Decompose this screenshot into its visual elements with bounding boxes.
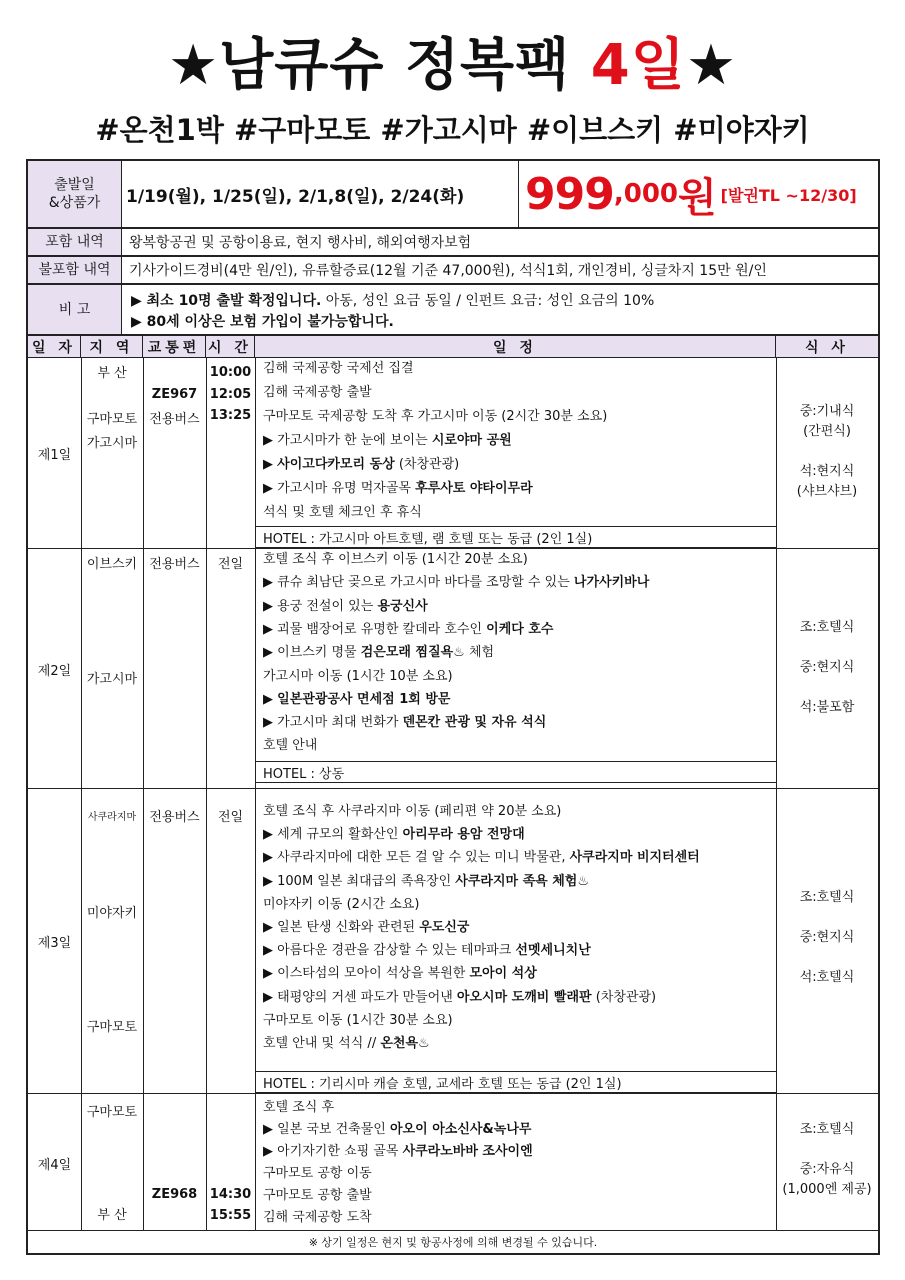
meal-line: 중:자유식 [799,1162,855,1177]
schedule-table [26,334,880,1255]
price-row [26,159,880,229]
itinerary-item: 김해 국제공항 출발 [263,385,372,400]
hotel-info: HOTEL : 가고시마 아트호텔, 램 호텔 또는 동급 (2인 1실) [255,526,777,548]
day-label: 제1일 [37,448,72,463]
flight-number: ZE968 [151,1187,198,1202]
footer-note: ※ 상기 일정은 현지 및 항공사정에 의해 변경될 수 있습니다. [28,1230,878,1253]
meal-line: 석:현지식 [799,464,855,479]
header-meal: 식 사 [776,336,878,358]
time-cell: 12:05 [209,387,252,402]
meal-line: 중:기내식 [799,404,855,419]
itinerary-item: ▶ 100M 일본 최대급의 족욕장인 사쿠라지마 족욕 체험♨ [263,873,590,889]
itinerary-item: ▶ 세계 규모의 활화산인 아리무라 용암 전망대 [263,827,525,843]
itinerary-item: 호텔 안내 [263,738,318,754]
flight-number: ZE967 [151,387,198,402]
day-label: 제4일 [37,1158,72,1173]
hotel-info: HOTEL : 기리시마 캐슬 호텔, 교세라 호텔 또는 동급 (2인 1실) [255,1071,777,1093]
time-cell: 전일 [217,810,244,825]
meal-line [776,1140,878,1160]
region-cell: 구마모토 [86,1105,138,1120]
itinerary-item: ▶ 가고시마 유명 먹자골목 후루사토 야타이무라 [263,481,533,496]
meal-line: (1,000엔 제공) [782,1182,872,1197]
itinerary-item: 구마모토 이동 (1시간 30분 소요) [263,1012,453,1028]
time-cell: 15:55 [209,1208,252,1223]
ticketing-deadline: [발권TL ~12/30] [720,185,857,205]
remarks-text: ▶ 최소 10명 출발 확정입니다. 아동, 성인 요금 동일 / 인펀트 요금: 성인 요금의 10% ▶ 80세 이상은 보험 가입이 불가능합니다. [131,293,655,330]
itinerary-item: ▶ 사쿠라지마에 대한 모든 걸 알 수 있는 미니 박물관, 사쿠라지마 비지터센터 [263,850,700,866]
itinerary-item: ▶ 아름다운 경관을 감상할 수 있는 테마파크 선멧세니치난 [263,943,591,959]
departure-dates: 1/19(월), 1/25(일), 2/1,8(일), 2/24(화) [126,186,465,207]
price-box: 999 ,000 원 [발권TL ~12/30] [518,161,878,227]
itinerary-item: ▶ 아기자기한 쇼핑 골목 사쿠라노바바 조사이엔 [263,1144,533,1159]
meal-line: (샤브샤브) [796,484,858,499]
meal-line [776,442,878,462]
meal-line [776,908,878,928]
itinerary-item: ▶ 이브스키 명물 검은모래 찜질욕♨ 체험 [263,645,495,661]
day-label: 제2일 [37,664,72,679]
meal-line: 중:현지식 [799,660,855,675]
price-main: 999 [525,168,614,220]
excluded-label: 불포함 내역 [28,257,122,283]
itinerary-item: 김해 국제공항 국제선 집결 [263,361,414,376]
meal-cell [776,1120,878,1200]
time-cell: 10:00 [209,365,252,380]
meal-line: 중:현지식 [799,930,855,945]
header-itinerary: 일 정 [255,336,776,358]
meal-line [776,678,878,698]
itinerary-item: 호텔 조식 후 사쿠라지마 이동 (페리편 약 20분 소요) [263,804,562,819]
included-text: 왕복항공권 및 공항이용료, 현지 행사비, 해외여행자보험 [129,235,472,251]
meal-line [776,638,878,658]
page-title: ★남큐슈 정복팩 4일★ [167,33,738,98]
itinerary-item: 석식 및 호텔 체크인 후 휴식 [263,505,422,520]
region-cell: 부 산 [97,1208,127,1223]
meal-line: 조:호텔식 [799,1122,855,1137]
hashtag-subtitle: #온천1박 #구마모토 #가고시마 #이브스키 #미야자키 [95,113,810,147]
departure-label: 출발일 &상품가 [28,161,122,227]
itinerary-item: 구마모토 공항 이동 [263,1166,372,1181]
itinerary-item: 미야자키 이동 (2시간 소요) [263,896,420,912]
itinerary-item: 김해 국제공항 도착 [263,1210,372,1225]
itinerary-item: ▶ 가고시마 최대 번화가 덴몬칸 관광 및 자유 석식 [263,715,547,731]
included-label: 포함 내역 [28,229,122,255]
itinerary-item: ▶ 가고시마가 한 눈에 보이는 시로야마 공원 [263,433,512,448]
time-cell: 전일 [217,557,244,572]
remarks-row [26,283,880,336]
itinerary-item: ▶ 사이고다카모리 동상 (차창관광) [263,457,460,472]
itinerary-item: ▶ 일본관광공사 면세점 1회 방문 [263,691,451,707]
itinerary-item: 구마모토 국제공항 도착 후 가고시마 이동 (2시간 30분 소요) [263,409,608,424]
remarks-label: 비 고 [28,285,122,334]
itinerary-item: ▶ 이스타섬의 모아이 석상을 복원한 모아이 석상 [263,966,537,982]
itinerary-item: ▶ 일본 탄생 신화와 관련된 우도신궁 [263,920,470,935]
itinerary-item: ▶ 태평양의 거센 파도가 만들어낸 아오시마 도깨비 빨래판 (차창관광) [263,989,657,1005]
meal-line: 조:호텔식 [799,890,855,905]
header-day: 일 자 [28,336,81,358]
header-region: 지 역 [81,336,143,358]
time-cell: 13:25 [209,408,252,423]
region-cell: 사쿠라지마 [87,812,137,823]
region-cell: 가고시마 [86,436,138,451]
meal-cell [776,888,878,988]
itinerary-item: 호텔 조식 후 이브스키 이동 (1시간 20분 소요) [263,552,528,567]
itinerary-item: ▶ 괴물 뱀장어로 유명한 칼데라 호수인 이케다 호수 [263,621,554,637]
meal-line: 석:호텔식 [799,970,855,985]
itinerary-item: 가고시마 이동 (1시간 10분 소요) [263,668,453,684]
region-cell: 이브스키 [86,557,138,572]
header-transport: 교통편 [143,336,206,358]
time-cell: 14:30 [209,1187,252,1202]
header-time: 시 간 [206,336,255,358]
transport-cell: 전용버스 [149,412,200,427]
region-cell: 부 산 [97,366,127,381]
itinerary-item: ▶ 용궁 전설이 있는 용궁신사 [263,598,428,614]
itinerary-item: ▶ 일본 국보 건축물인 아오이 아소신사&녹나무 [263,1122,532,1137]
meal-cell [776,618,878,718]
transport-cell: 전용버스 [149,557,200,572]
day-label: 제3일 [37,936,72,951]
excluded-text: 기사가이드경비(4만 원/인), 유류할증료(12월 기준 47,000원), 석식1회, 개인경비, 싱글차지 15만 원/인 [129,263,767,279]
meal-line: 조:호텔식 [799,620,855,635]
title-duration: 4일 [590,33,686,98]
transport-cell: 전용버스 [149,810,200,825]
meal-line: (간편식) [803,424,851,439]
region-cell: 구마모토 [86,412,138,427]
meal-line [776,948,878,968]
excluded-row [26,255,880,285]
hotel-info: HOTEL : 상동 [255,761,777,783]
itinerary-item: 호텔 안내 및 석식 // 온천욕♨ [263,1036,430,1051]
region-cell: 미야자키 [86,906,138,921]
included-row [26,227,880,257]
meal-cell [776,402,878,502]
itinerary-item: 구마모토 공항 출발 [263,1188,372,1203]
itinerary-item: ▶ 큐슈 최남단 곶으로 가고시마 바다를 조망할 수 있는 나가사키바나 [263,575,650,591]
region-cell: 가고시마 [86,672,138,687]
meal-line: 석:불포함 [799,700,855,715]
itinerary-item: 호텔 조식 후 [263,1100,335,1115]
region-cell: 구마모토 [86,1020,138,1035]
